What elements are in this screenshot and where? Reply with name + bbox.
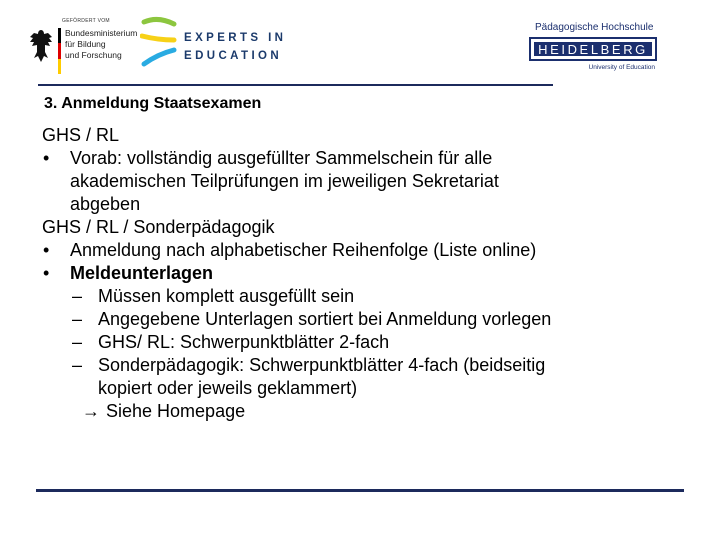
dash-marker: – [72, 309, 83, 329]
bullet-marker: • [43, 148, 50, 168]
body-line-text: abgeben [70, 194, 141, 214]
sub-bullet-item [42, 308, 702, 331]
bullet-continuation [42, 170, 702, 193]
sub-bullet-continuation [42, 377, 702, 400]
bullet-continuation [42, 193, 702, 216]
bullet-item [42, 147, 702, 170]
experts-logo-line1: EXPERTS IN [184, 32, 287, 44]
experts-in-education-logo [140, 14, 290, 74]
german-flag-stripe [58, 28, 61, 74]
section-heading-line [42, 216, 702, 239]
ph-logo-box [529, 37, 657, 61]
bmbf-logo [28, 14, 138, 74]
bullet-marker: • [43, 240, 50, 260]
body-line-text: GHS / RL / Sonderpädagogik [42, 217, 275, 237]
supported-by-label: GEFÖRDERT VOM [62, 18, 110, 24]
bullet-marker: • [43, 263, 50, 283]
dash-marker: – [72, 332, 83, 352]
slide-body [42, 124, 702, 423]
section-heading-line [42, 124, 702, 147]
body-line-text: Meldeunterlagen [70, 263, 214, 283]
sub-bullet-item [42, 354, 702, 377]
arrow-right-icon: → [82, 401, 100, 421]
ph-logo-top-text: Pädagogische Hochschule [535, 22, 654, 33]
bullet-item [42, 239, 702, 262]
body-line-text: Sonderpädagogik: Schwerpunktblätter 4-fach (beidseitig [98, 355, 546, 375]
body-line-text: GHS / RL [42, 125, 120, 145]
body-line-text: Siehe Homepage [106, 401, 246, 421]
body-line-text: Anmeldung nach alphabetischer Reihenfolge (Liste online) [70, 240, 537, 260]
body-line-text: GHS/ RL: Schwerpunktblätter 2-fach [98, 332, 390, 352]
sub-bullet-item [42, 285, 702, 308]
body-line-text: Vorab: vollständig ausgefüllter Sammelschein für alle [70, 148, 493, 168]
dash-marker: – [72, 355, 83, 375]
ph-logo-name: HEIDELBERG [534, 42, 652, 56]
footer-divider [36, 489, 684, 492]
body-line-text: Müssen komplett ausgefüllt sein [98, 286, 355, 306]
bullet-item [42, 262, 702, 285]
federal-eagle-icon [28, 28, 54, 64]
experts-logo-mark-icon [140, 14, 180, 72]
homepage-reference [42, 400, 702, 423]
ministry-name: Bundesministerium für Bildung und Forschung [65, 28, 138, 60]
body-line-text: akademischen Teilprüfungen im jeweiligen Sekretariat [70, 171, 499, 191]
ph-heidelberg-logo [529, 22, 659, 78]
sub-bullet-item [42, 331, 702, 354]
header-divider [38, 84, 553, 86]
dash-marker: – [72, 286, 83, 306]
slide-title: 3. Anmeldung Staatsexamen [44, 95, 262, 112]
ph-logo-bottom-text: University of Education [588, 64, 655, 71]
body-line-text: Angegebene Unterlagen sortiert bei Anmeldung vorlegen [98, 309, 552, 329]
body-line-text: kopiert oder jeweils geklammert) [98, 378, 358, 398]
experts-logo-line2: EDUCATION [184, 50, 283, 62]
